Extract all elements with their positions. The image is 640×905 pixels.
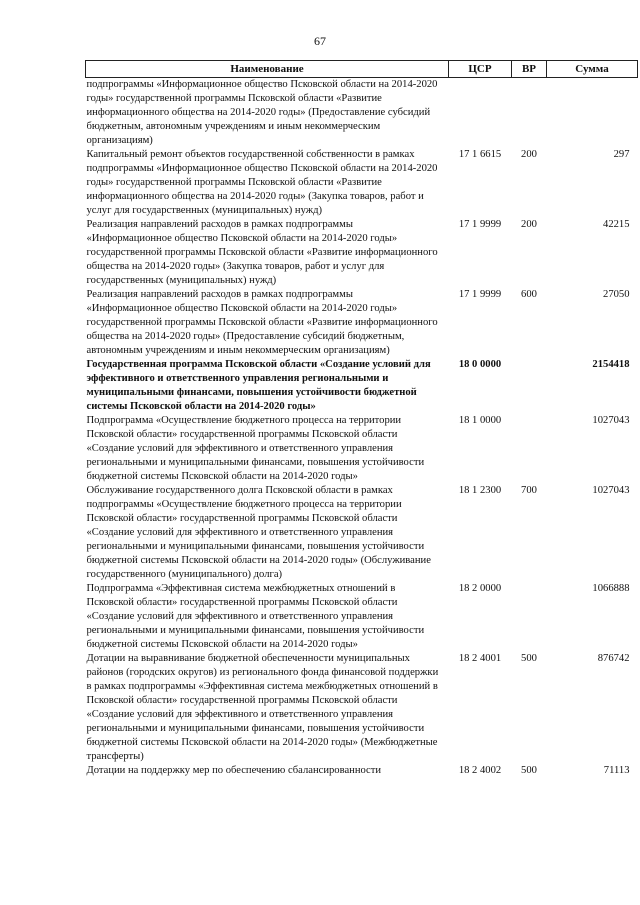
row-vr: [512, 582, 547, 652]
row-csr: [449, 78, 512, 149]
row-vr: 500: [521, 653, 537, 664]
row-vr: [512, 358, 547, 414]
row-sum: [547, 78, 638, 149]
row-sum: 2154418: [592, 359, 630, 370]
row-name: Реализация направлений расходов в рамках подпрограммы «Информационное общество Псковской области на 2014-2020 годы» государственной программы Псковской области «Развитие информационного общества на 2014-2020 годы» (Закупка товаров, работ и услуг для государственных (муниципальных) нужд): [86, 219, 438, 286]
row-sum: 1066888: [592, 583, 630, 594]
row-csr: 18 0 0000: [458, 359, 502, 370]
table-row: [86, 78, 638, 149]
header-vr: ВР: [512, 61, 547, 78]
table-body: [86, 78, 638, 779]
row-sum: 71113: [603, 765, 630, 776]
row-csr: 18 2 0000: [458, 583, 502, 594]
table-row: [86, 358, 638, 414]
header-name: Наименование: [86, 61, 449, 78]
row-sum: 1027043: [592, 415, 630, 426]
row-csr: 18 2 4001: [458, 653, 502, 664]
table-row: [86, 582, 638, 652]
row-vr: 700: [521, 485, 537, 496]
row-name: Капитальный ремонт объектов государственной собственности в рамках подпрограммы «Информационное общество Псковской области на 2014-2020 годы» государственной программы Псковской области «Развитие информационного общества на 2014-2020 годы» (Закупка товаров, работ и услуг для государственных (муниципальных) нужд): [86, 149, 438, 216]
row-csr: 17 1 6615: [458, 149, 502, 160]
table-row: [86, 652, 638, 764]
row-vr: 500: [521, 765, 537, 776]
row-csr: 18 1 2300: [458, 485, 502, 496]
budget-table: [85, 60, 638, 778]
row-name: Дотации на поддержку мер по обеспечению сбалансированности: [86, 765, 382, 776]
table-row: [86, 764, 638, 778]
row-vr: [512, 414, 547, 484]
table-row: [86, 484, 638, 582]
row-csr: 17 1 9999: [458, 289, 502, 300]
row-sum: 876742: [597, 653, 630, 664]
row-name: Государственная программа Псковской области «Создание условий для эффективного и ответственного управления региональными и муниципальными финансами, повышения устойчивости бюджетной системы Псковской области на 2014-2020 годы»: [86, 359, 431, 412]
page-number: 67: [314, 34, 326, 48]
table-row: [86, 414, 638, 484]
row-name: Реализация направлений расходов в рамках подпрограммы «Информационное общество Псковской области на 2014-2020 годы» государственной программы Псковской области «Развитие информационного общества на 2014-2020 годы» (Предоставление субсидий бюджетным, автономным учреждениям и иным некоммерческим организациям): [86, 289, 438, 356]
row-vr: [512, 78, 547, 149]
row-vr: 600: [521, 289, 537, 300]
table-row: [86, 218, 638, 288]
header-csr: ЦСР: [449, 61, 512, 78]
row-sum: 42215: [603, 219, 630, 230]
row-name: Дотации на выравнивание бюджетной обеспеченности муниципальных районов (городских округов) из регионального фонда финансовой поддержки в рамках подпрограммы «Эффективная система межбюджетных отношений в Псковской области» государственной программы Псковской области «Создание условий для эффективного и ответственного управления региональными и муниципальными финансами, повышения устойчивости бюджетной системы Псковской области на 2014-2020 годы» (Межбюджетные трансферты): [86, 653, 439, 762]
row-sum: 27050: [603, 289, 630, 300]
row-csr: 18 2 4002: [458, 765, 502, 776]
row-csr: 17 1 9999: [458, 219, 502, 230]
row-sum: 297: [613, 149, 630, 160]
row-vr: 200: [521, 149, 537, 160]
row-sum: 1027043: [592, 485, 630, 496]
row-csr: 18 1 0000: [458, 415, 502, 426]
table-row: [86, 148, 638, 218]
row-name: Обслуживание государственного долга Псковской области в рамках подпрограммы «Осуществление бюджетного процесса на территории Псковской области» государственной программы Псковской области «Создание условий для эффективного и ответственного управления региональными и муниципальными финансами, повышения устойчивости бюджетной системы Псковской области на 2014-2020 годы» (Обслуживание государственного (муниципального) долга): [86, 485, 431, 580]
table-header-row: [86, 61, 638, 78]
row-vr: 200: [521, 219, 537, 230]
row-name: подпрограммы «Информационное общество Псковской области на 2014-2020 годы» государственной программы Псковской области «Развитие информационного общества на 2014-2020 годы» (Предоставление субсидий бюджетным, автономным учреждениям и иным некоммерческим организациям): [86, 79, 438, 146]
table-row: [86, 288, 638, 358]
row-name: Подпрограмма «Эффективная система межбюджетных отношений в Псковской области» государственной программы Псковской области «Создание условий для эффективного и ответственного управления региональными и муниципальными финансами, повышения устойчивости бюджетной системы Псковской области на 2014-2020 годы»: [86, 583, 425, 650]
row-name: Подпрограмма «Осуществление бюджетного процесса на территории Псковской области» государственной программы Псковской области «Создание условий для эффективного и ответственного управления региональными и муниципальными финансами, повышения устойчивости бюджетной системы Псковской области на 2014-2020 годы»: [86, 415, 425, 482]
header-sum: Сумма: [547, 61, 638, 78]
